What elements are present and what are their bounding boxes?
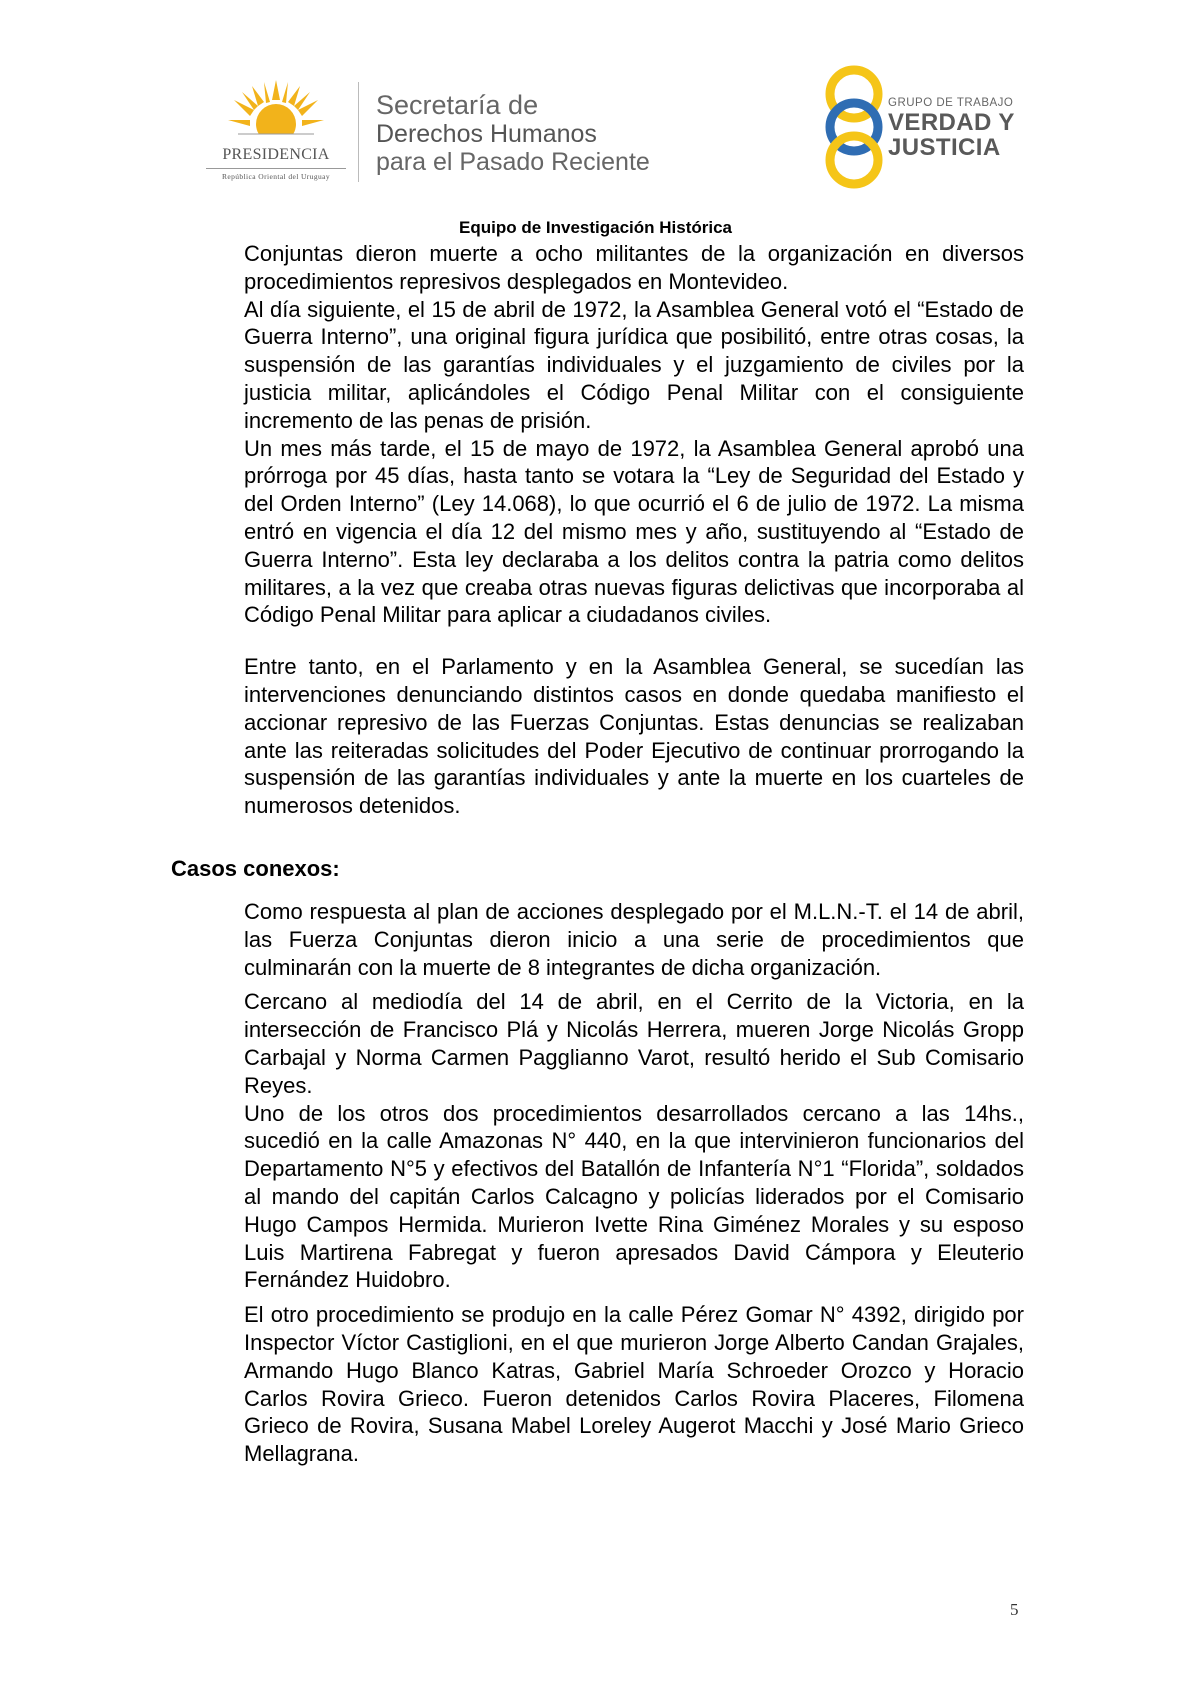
secretaria-line-3: para el Pasado Reciente [376, 148, 650, 176]
secretaria-wordmark [376, 90, 706, 176]
grupo-trabajo-wordmark [888, 96, 1038, 160]
paragraph-4: Entre tanto, en el Parlamento y en la Asamblea General, se sucedían las intervenciones denunciando distintos casos en donde quedaba manifiesto el accionar represivo de las Fuerzas Conjuntas. Estas denuncias se realizaban ante las reiteradas solicitudes del Poder Ejecutivo de continuar prorrogando la suspensión de las garantías individuales y ante la muerte en los cuarteles de numerosos detenidos. [244, 654, 1024, 819]
presidencia-logo [196, 78, 356, 188]
verdad-justicia-rings-icon [812, 64, 896, 190]
main-text [244, 240, 1024, 820]
paragraph-6: Cercano al mediodía del 14 de abril, en el Cerrito de la Victoria, en la intersección de Francisco Plá y Nicolás Herrera, mueren Jorge Nicolás Gropp Carbajal y Norma Carmen Pagglianno Varot, resultó herido el Sub Comisario Reyes. [244, 989, 1024, 1098]
sun-emblem-icon [228, 78, 324, 144]
paragraph-7: Uno de los otros dos procedimientos desarrollados cercano a las 14hs., sucedió en la calle Amazonas N° 440, en la que intervinieron funcionarios del Departamento N°5 y efectivos del Batallón de Infantería N°1 “Florida”, soldados al mando del capitán Carlos Calcagno y policías liderados por el Comisario Hugo Campos Hermida. Murieron Ivette Rina Giménez Morales y su esposo Luis Martirena Fabregat y fueron apresados David Cámpora y Eleuterio Fernández Huidobro. [244, 1100, 1024, 1293]
paragraph-8: El otro procedimiento se produjo en la calle Pérez Gomar N° 4392, dirigido por Inspector Víctor Castiglioni, en el que murieron Jorge Alberto Candan Grajales, Armando Hugo Blanco Katras, Gabriel María Schroeder Orozco y Horacio Carlos Rovira Grieco. Fueron detenidos Carlos Rovira Placeres, Filomena Grieco de Rovira, Susana Mabel Loreley Augerot Macchi y José Mario Grieco Mellagrana. [244, 1302, 1024, 1467]
secretaria-line-1: Secretaría de [376, 90, 539, 120]
team-title: Equipo de Investigación Histórica [459, 218, 732, 237]
presidencia-title: PRESIDENCIA [222, 146, 330, 163]
paragraph-1: Conjuntas dieron muerte a ocho militantes de la organización en diversos procedimientos represivos desplegados en Montevideo. [244, 241, 1024, 294]
grupo-line-1: GRUPO DE TRABAJO [888, 97, 1014, 109]
section-title: Casos conexos: [171, 856, 340, 881]
secretaria-line-2: Derechos Humanos [376, 120, 597, 148]
paragraph-3: Un mes más tarde, el 15 de mayo de 1972, la Asamblea General aprobó una prórroga por 45 días, hasta tanto se votara la “Ley de Seguridad del Estado y del Orden Interno” (Ley 14.068), lo que ocurrió el 6 de julio de 1972. La misma entró en vigencia el día 12 del mismo mes y año, sustituyendo al “Estado de Guerra Interno”. Esta ley declaraba a los delitos contra la patria como delitos militares, a la vez que creaba otras nuevas figuras delictivas que incorporaba al Código Penal Militar para aplicar a ciudadanos civiles. [244, 435, 1024, 628]
paragraph-2: Al día siguiente, el 15 de abril de 1972, la Asamblea General votó el “Estado de Guerra Interno”, una original figura jurídica que posibilitó, entre otras cosas, la suspensión de las garantías individuales y el juzgamiento de civiles por la justicia militar, aplicándoles el Código Penal Militar con el consiguiente incremento de las penas de prisión. [244, 296, 1024, 433]
presidencia-subtitle: República Oriental del Uruguay [221, 172, 330, 181]
header-divider [358, 82, 359, 182]
page-header [0, 0, 1191, 237]
paragraph-5: Como respuesta al plan de acciones desplegado por el M.L.N.-T. el 14 de abril, las Fuerza Conjuntas dieron inicio a una serie de procedimientos que culminarán con la muerte de 8 integrantes de dicha organización. [244, 899, 1024, 980]
page-number: 5 [1010, 1600, 1019, 1619]
cases-text [244, 898, 1024, 1468]
grupo-line-2: VERDAD Y [888, 109, 1015, 136]
presidencia-rule [206, 168, 346, 169]
grupo-line-3: JUSTICIA [888, 134, 1001, 161]
